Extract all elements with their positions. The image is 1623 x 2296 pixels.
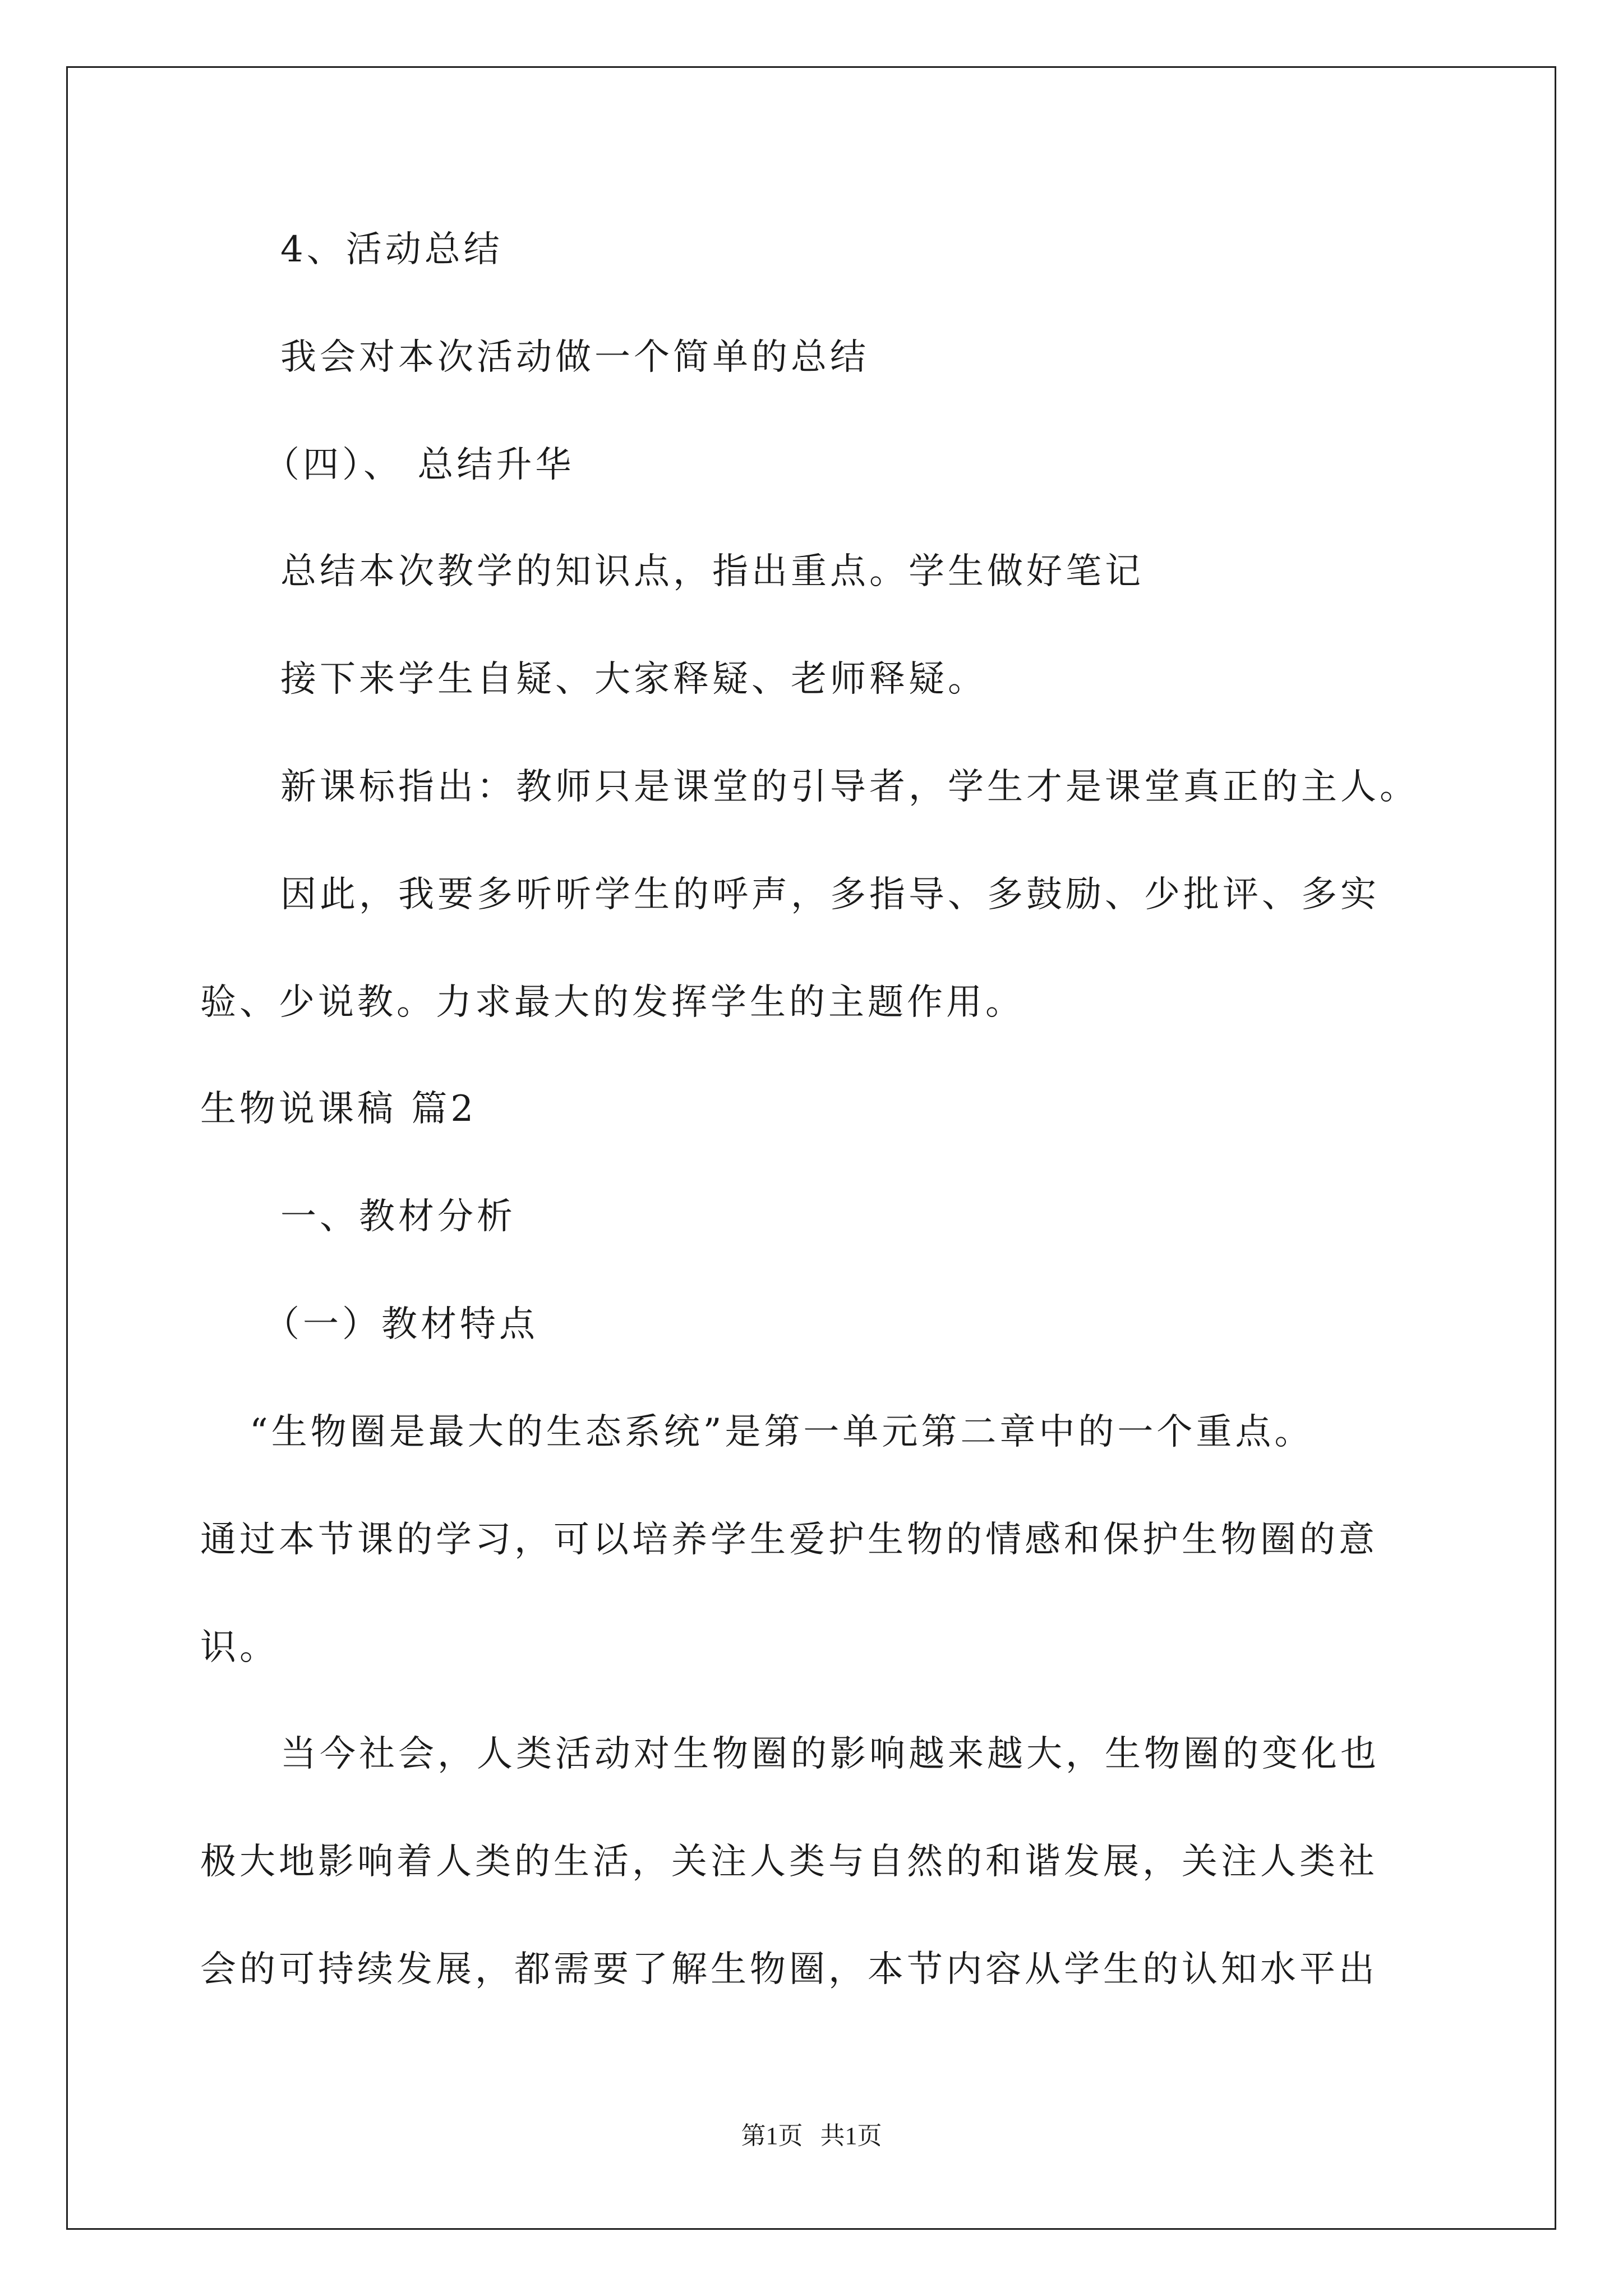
paragraph-line-5: 接下来学生自疑、大家释疑、老师释疑。 xyxy=(280,659,987,700)
paragraph-line-16: 极大地影响着人类的生活，关注人类与自然的和谐发展，关注人类社 xyxy=(200,1841,1378,1883)
paragraph-line-7: 因此，我要多听听学生的呼声，多指导、多鼓励、少批评、多实 xyxy=(280,874,1380,915)
page-footer: 第1页 共1页 xyxy=(741,2122,882,2150)
paragraph-line-10: 一、教材分析 xyxy=(280,1196,516,1237)
paragraph-line-11: （一）教材特点 xyxy=(264,1304,538,1345)
paragraph-line-4: 总结本次教学的知识点，指出重点。学生做好笔记 xyxy=(280,551,1144,592)
paragraph-line-13: 通过本节课的学习，可以培养学生爱护生物的情感和保护生物圈的意 xyxy=(200,1519,1378,1561)
paragraph-line-17: 会的可持续发展，都需要了解生物圈，本节内容从学生的认知水平出 xyxy=(200,1949,1378,1990)
paragraph-line-6: 新课标指出：教师只是课堂的引导者，学生才是课堂真正的主人。 xyxy=(280,766,1419,808)
section-heading: 生物说课稿 篇2 xyxy=(200,1088,477,1130)
paragraph-line-1: 4、活动总结 xyxy=(280,229,503,270)
paragraph-line-12: “生物圈是最大的生态系统”是第一单元第二章中的一个重点。 xyxy=(250,1411,1314,1453)
paragraph-line-2: 我会对本次活动做一个简单的总结 xyxy=(280,337,869,378)
paragraph-line-15: 当今社会，人类活动对生物圈的影响越来越大，生物圈的变化也 xyxy=(280,1733,1380,1775)
paragraph-line-8: 验、少说教。力求最大的发挥学生的主题作用。 xyxy=(200,982,1025,1023)
paragraph-line-3: （四）、 总结升华 xyxy=(264,444,575,486)
page-border xyxy=(66,66,1556,2230)
paragraph-line-14: 识。 xyxy=(200,1627,279,1668)
